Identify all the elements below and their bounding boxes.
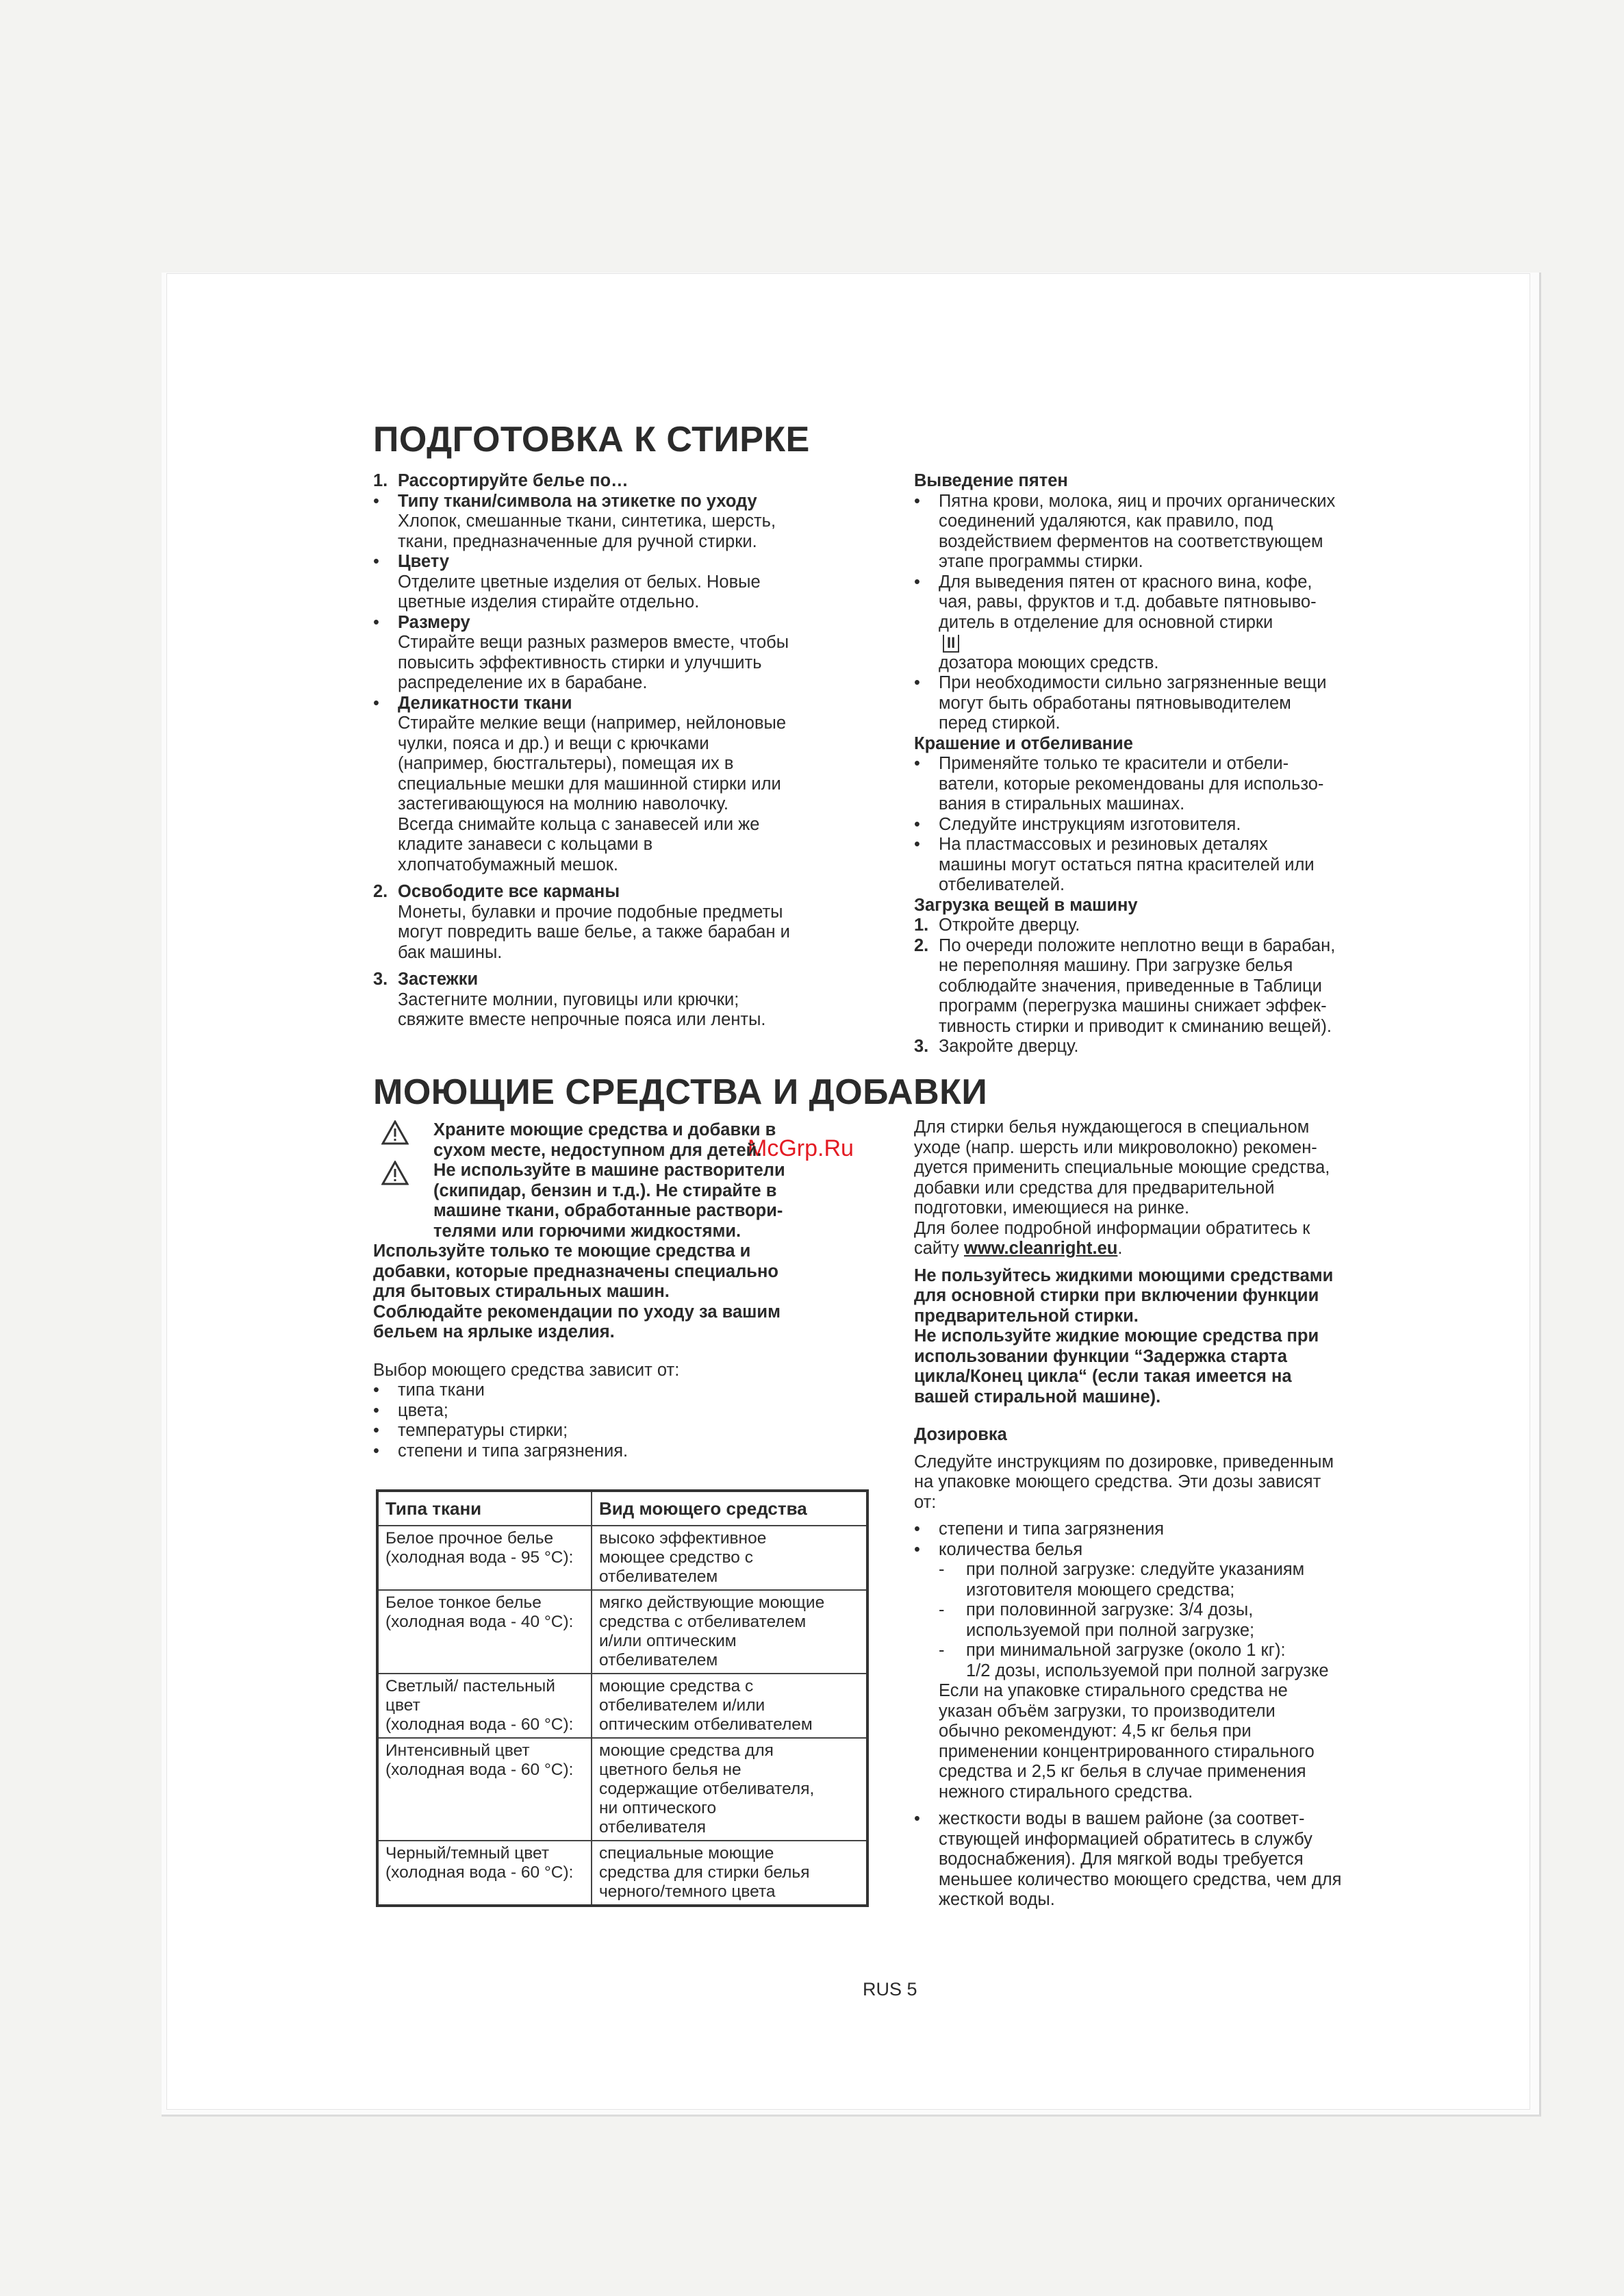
text-line: Храните моющие средства и добавки в [433,1120,776,1139]
text-line: Не используйте жидкие моющие средства при [914,1326,1319,1346]
text-line: высоко эффективное [599,1529,767,1548]
step-1: 1. Рассортируйте белье по… [373,471,629,490]
text-line: Соблюдайте рекомендации по уходу за вашим [373,1302,781,1322]
text-line: жесткой воды. [939,1890,1055,1909]
text-line: бельем на ярлыке изделия. [373,1322,615,1341]
text-line: программ (перегрузка машины снижает эффек- [939,996,1327,1015]
text-line: Белое тонкое белье [385,1593,542,1612]
text-line: черного/темного цвета [599,1882,776,1901]
text-line: содержащие отбеливателя, [599,1780,815,1798]
usage-note [373,1241,880,1343]
dosage-text [914,1452,1455,1513]
step-2: 2. Освободите все карманы [373,882,620,901]
text-line: специальные мешки для машинной стирки или [398,774,781,794]
dye-heading: Крашение и отбеливание [914,733,1133,753]
section-title-preparation: ПОДГОТОВКА К СТИРКЕ [373,420,810,459]
bullet-fabric: • Типу ткани/символа на этикетке по уходу Хлопок, смешанные ткани, синтетика, шерсть, ткани, предназначенные для ручной стирки. [373,491,776,551]
table-row [377,1841,867,1906]
text-line: Отделите цветные изделия от белых. Новые [398,572,761,592]
text-line: (холодная вода - 95 °С): [385,1548,574,1567]
dosage-dash-1: - при полной загрузке: следуйте указаниям изготовителя моющего средства; [939,1560,1305,1600]
text-line: распределение их в барабане. [398,673,648,692]
text-line: Применяйте только те красители и отбели- [939,754,1289,773]
text-line: вашей стиральной машине). [914,1387,1161,1406]
detergent-table [376,1489,869,1907]
column-header: Типа ткани [377,1491,592,1526]
text-line: при минимальной загрузке (около 1 кг): [966,1641,1286,1660]
text-line: водоснабжения). Для мягкой воды требуется [939,1850,1304,1869]
warning-storage [373,1120,880,1161]
dosage-note [914,1681,1455,1802]
text-line: Используйте только те моющие средства и [373,1241,751,1261]
table-header-row [377,1491,867,1526]
site-line: сайту www.cleanright.eu. [914,1239,1123,1258]
section-title-detergents: МОЮЩИЕ СРЕДСТВА И ДОБАВКИ [373,1072,988,1112]
bullet-icon: • [373,693,379,713]
text-line: Всегда снимайте кольца с занавесей или же [398,814,760,834]
text-line: мягко действующие моющие [599,1593,825,1612]
text-line: чулки, пояса и др.) и вещи с крючками [398,733,709,753]
text-line: воздействием ферментов на соответствующем [939,531,1323,551]
text-line: (холодная вода - 60 °С): [385,1863,574,1882]
load-step-2: 2. По очереди положите неплотно вещи в барабан, не переполняя машину. При загрузке белья соблюдайте значения, приведенные в Таблици программ (перегрузка машины снижает эффек- тивность стирки и приводит к сминанию вещей). [914,935,1336,1036]
text-line: Застегните молнии, пуговицы или крючки; [398,989,739,1009]
text-line: моющие средства для [599,1741,774,1760]
text-line: (холодная вода - 40 °С): [385,1613,574,1631]
text-line: Для выведения пятен от красного вина, кофе, [939,572,1312,592]
table-row [377,1738,867,1841]
text-line: цикла/Конец цикла“ (если такая имеется на [914,1367,1292,1386]
text-line: уходе (напр. шерсть или микроволокно) рекомен- [914,1137,1317,1157]
stains-heading: Выведение пятен [914,471,1068,490]
text-line: При необходимости сильно загрязненные вещи [939,673,1327,692]
text-line: Откройте дверцу. [939,916,1080,935]
text-line: Светлый/ пастельный [385,1677,555,1695]
preparation-right-column [914,471,1448,1057]
text-line: отбеливателем [599,1651,718,1669]
text-line: подготовки, имеющиеся на ринке. [914,1198,1190,1218]
text-line: изготовителя моющего средства; [966,1580,1235,1600]
text-line: Если на упаковке стирального средства не [939,1681,1288,1700]
text-line: Не используйте в машине растворители [433,1161,785,1180]
choice-list: • типа ткани • цвета; • температуры стирки; • степени и типа загрязнения. [373,1380,629,1461]
text-line: средства для стирки белья [599,1863,810,1882]
text-line: могут повредить ваше белье, а также барабан и [398,922,790,942]
text-line: могут быть обработаны пятновыводителем [939,693,1291,713]
load-step-3: 3. Закройте дверцу. [914,1037,1079,1056]
text-line: дуется применить специальные моющие средства, [914,1158,1330,1177]
bullet-color: • Цвету Отделите цветные изделия от белых. Новые цветные изделия стирайте отдельно. [373,552,761,611]
text-line: (холодная вода - 60 °С): [385,1715,574,1734]
text-line: средства и 2,5 кг белья в случае применения [939,1762,1306,1781]
load-heading: Загрузка вещей в машину [914,895,1138,915]
text-line: По очереди положите неплотно вещи в барабан, [939,935,1336,955]
dye-bullet-3: • На пластмассовых и резиновых деталях машины могут остаться пятна красителей или отбеливателей. [914,835,1315,894]
text-line: телями или горючими жидкостями. [433,1221,741,1241]
text-line: Для стирки белья нуждающегося в специальном [914,1118,1310,1137]
text-line: застегивающуюся на молнию наволочку. [398,794,728,813]
color-text [398,572,761,613]
text-line: Следуйте инструкциям по дозировке, приведенным [914,1452,1334,1472]
warning-triangle-icon [373,1161,433,1241]
choice-intro: Выбор моющего средства зависит от: [373,1360,680,1380]
text-line: средства с отбеливателем [599,1613,807,1631]
dosage-bullet-3: • жесткости воды в вашем районе (за соответ- ствующей информацией обратитесь в службу водоснабжения). Для мягкой воды требуется меньшее количество моющего средства, чем для жесткой воды. [914,1809,1342,1909]
step-3: 3. Застежки [373,970,479,989]
text-line: сухом месте, недоступном для детей. [433,1140,762,1160]
liquid-warning-2 [914,1326,1455,1407]
stains-bullet-1: • Пятна крови, молока, яиц и прочих органических соединений удаляются, как правило, под воздействием ферментов на соответствующем этапе программы стирки. [914,491,1336,571]
main-wash-compartment-icon: II [943,635,959,653]
table-row [377,1590,867,1674]
text-line: отбеливателем и/или [599,1696,765,1715]
dye-bullet-2: • Следуйте инструкциям изготовителя. [914,814,1241,834]
text-line: ватели, которые рекомендованы для использо- [939,774,1324,794]
text-line: хлопчатобумажный мешок. [398,855,618,874]
text-line: нежного стирального средства. [939,1782,1193,1802]
text-line: перед стиркой. [939,714,1061,733]
text-line: при полной загрузке: следуйте указаниям [966,1560,1305,1579]
cleanright-link[interactable]: www.cleanright.eu [964,1239,1118,1258]
text-line: тивность стирки и приводит к сминанию вещей). [939,1016,1332,1036]
text-line: не переполняя машину. При загрузке белья [939,956,1293,975]
dosage-bullet-1: • степени и типа загрязнения [914,1519,1165,1539]
warning-triangle-icon [373,1120,433,1161]
text-line: Следуйте инструкциям изготовителя. [939,814,1241,834]
fabric-text [398,512,776,552]
text-line: на упаковке моющего средства. Эти дозы зависят [914,1472,1321,1491]
text-line: кладите занавеси с кольцами в [398,835,653,854]
delicate-text [398,714,786,875]
bullet-icon: • [373,552,379,571]
text-line: при половинной загрузке: 3/4 дозы, [966,1600,1254,1619]
text-line: Стирайте мелкие вещи (например, нейлоновые [398,714,787,733]
text-line: меньшее количество моющего средства, чем для [939,1869,1342,1889]
text-line: добавки, которые предназначены специально [373,1261,778,1281]
preparation-left-column [373,471,880,1031]
text-line: ни оптического [599,1799,717,1817]
text-line: используемой при полной загрузке; [966,1620,1255,1640]
text-line: специальные моющие [599,1844,774,1863]
text-line: дитель в отделение для основной стирки [939,612,1273,632]
text-line: отбеливателем [599,1567,718,1586]
text-line: предварительной стирки. [914,1306,1139,1326]
column-header: Вид моющего средства [592,1491,867,1526]
text-line: и/или оптическим [599,1632,737,1650]
text-line: Не пользуйтесь жидкими моющими средствами [914,1265,1334,1285]
text-line: добавки или средства для предварительной [914,1178,1275,1198]
page-number: RUS 5 [863,1979,917,1999]
text-line: (например, бюстгальтеры), помещая их в [398,754,734,773]
text-line: (холодная вода - 60 °С): [385,1761,574,1779]
text-line: Монеты, булавки и прочие подобные предметы [398,902,783,922]
step-3-text [373,990,880,1031]
text-line: от: [914,1492,937,1512]
text-line: Пятна крови, молока, яиц и прочих органических [939,491,1336,511]
text-line: цвет [385,1696,420,1715]
stains-bullet-3: • При необходимости сильно загрязненные вещи могут быть обработаны пятновыводителем перед стиркой. [914,673,1327,733]
text-line: вания в стиральных машинах. [939,794,1185,813]
text-line: ткани, предназначенные для ручной стирки. [398,531,757,551]
table-row [377,1674,867,1738]
load-step-1: 1. Откройте дверцу. [914,916,1080,935]
text-line: Стирайте вещи разных размеров вместе, чтобы [398,633,789,652]
text-line: отбеливателей. [939,875,1065,894]
bullet-icon: • [373,491,379,511]
detergents-right-column: Для стирки белья нуждающегося в специальном уходе (напр. шерсть или микроволокно) рекомен- дуется применить специальные моющие средства, добавки или средства для предварительной подготовки, имеющиеся на ринке. Для более подробной информации обратитесь к сайту www.cleanright.eu. Не пользуйтесь жидкими моющими средствами для основной стирки при включении функции предварительной стирки. Не используйте жидкие моющие средства при использовании функции “Задержка старта цикла/Конец цикла“ (если такая имеется на вашей стиральной машине). Дозировка Следуйте инструкциям по дозировке, приведенным на упаковке моющего средства. Эти дозы зависят от: • степени и типа загрязнения • количества белья - при полной загрузке: следуйте указаниям изготовителя моющего средства; - при половинной загрузке: 3/4 дозы, используемой при полной загрузке; - при минимальной загрузке (около 1 кг): 1/2 дозы, используемой при полной загрузке Если на упаковке стирального средства не указан объём загрузки, то производители обычно рекомендуют: 4,5 кг белья при применении концентрированного стирального средства и 2,5 кг белья в случае применения нежного стирального средства. • жесткости воды в вашем районе (за соответ- ствующей информацией обратитесь в службу водоснабжения). Для мягкой воды требуется меньшее количество моющего средства, чем для жесткой воды. [914,1118,1455,1910]
text-line: обычно рекомендуют: 4,5 кг белья при [939,1721,1252,1741]
text-line: машине ткани, обработанные раствори- [433,1201,783,1220]
text-line: свяжите вместе непрочные пояса или ленты. [398,1010,766,1029]
stains-bullet-2: • Для выведения пятен от красного вина, кофе, чая, равы, фруктов и т.д. добавьте пятновыво- дитель в отделение для основной стирки II дозатора моющих средств. [914,572,1317,672]
text-line: На пластмассовых и резиновых деталях [939,835,1268,854]
special-care-text [914,1118,1455,1219]
text-line: повысить эффективность стирки и улучшить [398,653,762,672]
text-line: цветные изделия стирайте отдельно. [398,592,700,611]
text-line: чая, равы, фруктов и т.д. добавьте пятновыво- [939,592,1317,611]
bullet-delicate: • Деликатности ткани Стирайте мелкие вещи (например, нейлоновые чулки, пояса и др.) и вещи с крючками (например, бюстгальтеры), помещая их в специальные мешки для машинной стирки или застегивающуюся на молнию наволочку. Всегда снимайте кольца с занавесей или же кладите занавеси с кольцами в хлопчатобумажный мешок. [373,693,787,874]
text-line: моющие средства с [599,1677,754,1695]
text-line: использовании функции “Задержка старта [914,1346,1287,1366]
text-line: указан объём загрузки, то производители [939,1701,1276,1721]
text-line: Хлопок, смешанные ткани, синтетика, шерсть, [398,512,776,531]
text-line: Закройте дверцу. [939,1037,1079,1056]
table-row [377,1526,867,1590]
size-text [398,633,789,694]
step-2-text [373,903,880,963]
text-line: 1/2 дозы, используемой при полной загрузке [966,1661,1329,1680]
text-line: (скипидар, бензин и т.д.). Не стирайте в [433,1181,777,1200]
text-line: Интенсивный цвет [385,1741,530,1760]
watermark: McGrp.Ru [748,1135,854,1161]
text-line: цветного белья не [599,1761,741,1779]
text-line: Белое прочное белье [385,1529,554,1548]
dosage-dash-2: - при половинной загрузке: 3/4 дозы, используемой при полной загрузке; [939,1600,1255,1640]
text-line: применении концентрированного стирального [939,1741,1315,1761]
text-line: соединений удаляются, как правило, под [939,512,1273,531]
warning-solvents [373,1161,880,1241]
text-line: моющее средство с [599,1548,753,1567]
dosage-bullet-2: • количества белья [914,1539,1083,1559]
liquid-warning-1 [914,1266,1455,1327]
bullet-icon: • [373,612,379,632]
text-line: этапе программы стирки. [939,552,1143,571]
dosage-heading: Дозировка [914,1425,1007,1444]
text-line: бак машины. [398,942,503,962]
dye-bullet-1: • Применяйте только те красители и отбели- ватели, которые рекомендованы для использо- вания в стиральных машинах. [914,754,1324,813]
text-line: для основной стирки при включении функции [914,1286,1319,1305]
text-line: машины могут остаться пятна красителей или [939,855,1315,874]
bullet-size: • Размеру Стирайте вещи разных размеров вместе, чтобы повысить эффективность стирки и улучшить распределение их в барабане. [373,612,789,692]
dosage-dash-3: - при минимальной загрузке (около 1 кг): 1/2 дозы, используемой при полной загрузке [939,1641,1329,1680]
text-line: Черный/темный цвет [385,1844,550,1863]
text-line: ствующей информацией обратитесь в службу [939,1829,1312,1849]
text-line: отбеливателя [599,1818,707,1837]
detergents-left-column [373,1120,880,1461]
text-line: оптическим отбеливателем [599,1715,813,1734]
text-line: соблюдайте значения, приведенные в Таблици [939,976,1322,996]
text-line: для бытовых стиральных машин. [373,1282,670,1301]
text-line: жесткости воды в вашем районе (за соответ- [939,1809,1305,1828]
